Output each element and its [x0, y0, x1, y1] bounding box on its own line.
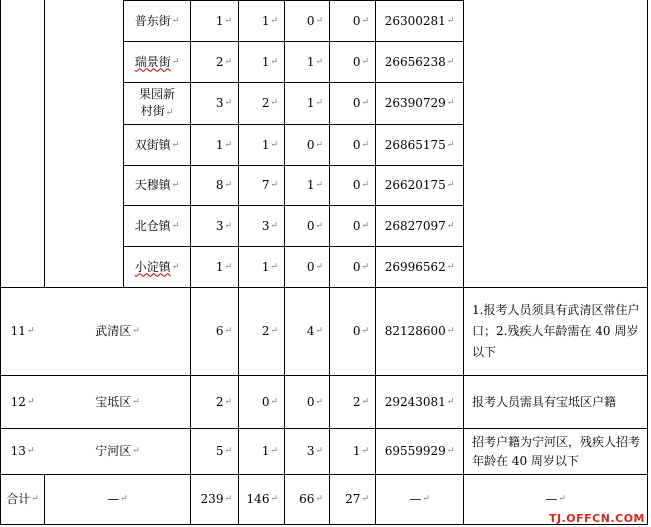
count-cell: 0 ↵: [306, 218, 323, 233]
count-cell: 0 ↵: [261, 394, 278, 409]
count-cell: 2 ↵: [261, 324, 278, 338]
count-cell: 2 ↵: [215, 394, 232, 409]
phone-cell: 82128600 ↵: [384, 324, 455, 338]
count-cell: 3 ↵: [306, 444, 323, 458]
total-name: — ↵: [107, 492, 128, 506]
count-cell: 3 ↵: [261, 218, 278, 233]
count-cell: 1 ↵: [306, 178, 323, 192]
count-cell: 3 ↵: [215, 96, 232, 110]
rule: [647, 0, 648, 525]
row-number: 13 ↵: [10, 444, 35, 458]
count-cell: 0 ↵: [352, 178, 369, 192]
count-cell: 1 ↵: [352, 444, 369, 458]
total-label: 合计 ↵: [6, 492, 39, 506]
count-cell: 0 ↵: [306, 137, 323, 152]
count-cell: 3 ↵: [215, 218, 232, 233]
count-cell: 1 ↵: [215, 259, 232, 274]
count-cell: 0 ↵: [352, 96, 369, 110]
row-number: 11 ↵: [10, 324, 35, 338]
street-name: 天穆镇 ↵: [134, 178, 180, 192]
requirement-note: 报考人员需具有宝坻区户籍: [472, 394, 617, 409]
district-name: 宁河区 ↵: [95, 444, 140, 458]
count-cell: 1 ↵: [215, 137, 232, 152]
requirement-note: 1.报考人员须具有武清区常住户口；2.残疾人年龄需在 40 周岁以下: [472, 303, 640, 359]
district-name: 武清区 ↵: [95, 324, 140, 338]
count-cell: 1 ↵: [261, 54, 278, 69]
phone-cell: 26390729 ↵: [384, 96, 455, 110]
count-cell: 0 ↵: [352, 218, 369, 233]
phone-cell: 69559929 ↵: [384, 444, 455, 458]
total-count: 27 ↵: [345, 492, 369, 506]
site-watermark: TJ.OFFCN.COM: [549, 512, 645, 525]
count-cell: 6 ↵: [215, 324, 232, 338]
phone-cell: 26996562 ↵: [384, 259, 455, 274]
count-cell: 0 ↵: [352, 13, 369, 28]
count-cell: 1 ↵: [306, 96, 323, 110]
rule: [44, 0, 45, 288]
street-name: 瑞景街 ↵: [134, 54, 180, 69]
count-cell: 0 ↵: [352, 137, 369, 152]
total-count: 66 ↵: [299, 492, 323, 506]
row-number: 12 ↵: [10, 394, 35, 409]
count-cell: 7 ↵: [261, 178, 278, 192]
total-phone: — ↵: [409, 492, 430, 506]
count-cell: 2 ↵: [352, 394, 369, 409]
count-cell: 1 ↵: [261, 259, 278, 274]
street-name: 普东街 ↵: [134, 13, 180, 28]
count-cell: 0 ↵: [306, 394, 323, 409]
count-cell: 8 ↵: [215, 178, 232, 192]
phone-cell: 26656238 ↵: [384, 54, 455, 69]
count-cell: 0 ↵: [306, 13, 323, 28]
phone-cell: 26620175 ↵: [384, 178, 455, 192]
phone-cell: 26300281 ↵: [384, 13, 455, 28]
count-cell: 1 ↵: [261, 137, 278, 152]
street-name: 北仓镇 ↵: [134, 218, 180, 233]
phone-cell: 29243081 ↵: [384, 394, 455, 409]
count-cell: 0 ↵: [352, 259, 369, 274]
total-count: 146 ↵: [246, 492, 278, 506]
street-name: 小淀镇 ↵: [134, 259, 180, 274]
total-note: — ↵: [545, 492, 566, 506]
count-cell: 5 ↵: [215, 444, 232, 458]
count-cell: 0 ↵: [306, 259, 323, 274]
district-name: 宝坻区 ↵: [95, 394, 140, 409]
count-cell: 0 ↵: [352, 54, 369, 69]
phone-cell: 26827097 ↵: [384, 218, 455, 233]
street-name: 双街镇 ↵: [134, 137, 180, 152]
street-name: 果园新村街↵: [138, 86, 175, 118]
count-cell: 4 ↵: [306, 324, 323, 338]
requirement-note: 招考户籍为宁河区，残疾人招考年龄在 40 周岁以下: [472, 434, 641, 468]
count-cell: 0 ↵: [352, 324, 369, 338]
count-cell: 1 ↵: [261, 13, 278, 28]
total-count: 239 ↵: [200, 492, 232, 506]
phone-cell: 26865175 ↵: [384, 137, 455, 152]
count-cell: 1 ↵: [306, 54, 323, 69]
count-cell: 1 ↵: [215, 13, 232, 28]
count-cell: 2 ↵: [215, 54, 232, 69]
count-cell: 1 ↵: [261, 444, 278, 458]
count-cell: 2 ↵: [261, 96, 278, 110]
